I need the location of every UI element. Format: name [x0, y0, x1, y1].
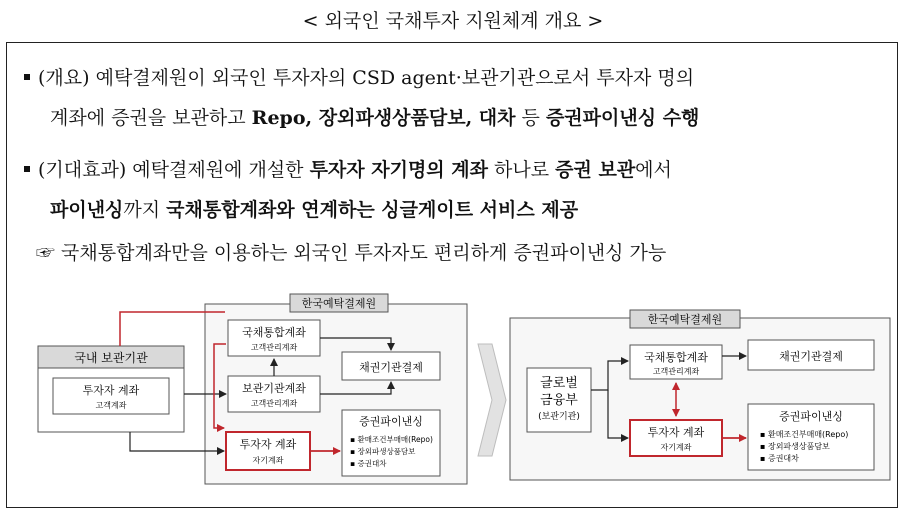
investor-sub-label-right: 자기계좌	[660, 443, 692, 452]
bullet-text: 예탁결제원에 개설한	[126, 159, 310, 181]
bullet-text: 계좌에 증권을 보관하고	[50, 107, 252, 129]
bullet-prefix: (개요)	[38, 67, 90, 89]
ksd-label: 한국예탁결제원	[301, 297, 377, 310]
bullet-text: 하나로	[487, 159, 556, 181]
settlement-label: 채권기관결제	[359, 361, 423, 374]
gov-bond-account-label: 국채통합계좌	[242, 326, 306, 339]
bullet-bold-text: 증권 보관	[555, 159, 636, 181]
page-title: < 외국인 국채투자 지원체계 개요 >	[302, 10, 604, 32]
custody-account-label: 보관기관계좌	[242, 382, 306, 395]
bullet-text: 에서	[635, 159, 672, 181]
ksd-label-right: 한국예탁결제원	[647, 313, 723, 326]
bullet-bold-text: Repo, 장외파생상품담보, 대차	[251, 107, 516, 129]
gov-bond-sub-label-right: 고객관리계좌	[652, 367, 700, 376]
financing-item: ▪ 증권대차	[350, 459, 387, 468]
financing-item: ▪ 환매조건부매매(Repo)	[350, 435, 433, 444]
financing-item: ▪ 장외파생상품담보	[350, 447, 416, 456]
gov-bond-account-label-right: 국채통합계좌	[644, 351, 708, 364]
custody-sub-label: 고객관리계좌	[250, 399, 298, 408]
financing-item-right: ▪ 장외파생상품담보	[760, 442, 830, 451]
self-sub-label: 자기계좌	[252, 456, 284, 465]
custodian-label: 국내 보관기관	[74, 351, 148, 365]
investor-account-label-right: 투자자 계좌	[647, 426, 705, 439]
financing-title-right: 증권파이낸싱	[779, 410, 843, 423]
bullet-bold-text: 투자자 자기명의 계좌	[309, 159, 488, 181]
self-investor-account-label: 투자자 계좌	[239, 438, 297, 451]
bullet-text: 예탁결제원이 외국인 투자자의 CSD agent·보관기관으로서 투자자 명의	[89, 67, 695, 89]
global-finance-line2: 금융부	[540, 393, 578, 408]
bullet-bold-text: 국채통합계좌와 연계하는 싱글게이트 서비스 제공	[166, 199, 579, 221]
financing-item-right: ▪ 환매조건부매매(Repo)	[760, 430, 849, 439]
gov-bond-sub-label: 고객관리계좌	[250, 343, 298, 352]
financing-title: 증권파이낸싱	[359, 415, 423, 428]
chevron-right-icon	[478, 344, 506, 456]
settlement-label-right: 채권기관결제	[779, 350, 843, 363]
bullet-bold-text: 증권파이낸싱 수행	[545, 107, 700, 129]
bullet-bold-text: 파이낸싱	[50, 199, 124, 221]
note-text: ☞ 국채통합계좌만을 이용하는 외국인 투자자도 편리하게 증권파이낸싱 가능	[36, 242, 667, 264]
financing-item-right: ▪ 증권대차	[760, 454, 799, 463]
bullet-text: 까지	[123, 199, 167, 221]
investor-account-label: 투자자 계좌	[82, 384, 140, 397]
bullet-text: 등	[515, 107, 546, 129]
client-account-label: 고객계좌	[95, 401, 127, 410]
global-finance-sub: (보관기관)	[538, 412, 580, 422]
global-finance-line1: 글로벌	[540, 376, 578, 391]
bullet-prefix: (기대효과)	[38, 159, 127, 181]
